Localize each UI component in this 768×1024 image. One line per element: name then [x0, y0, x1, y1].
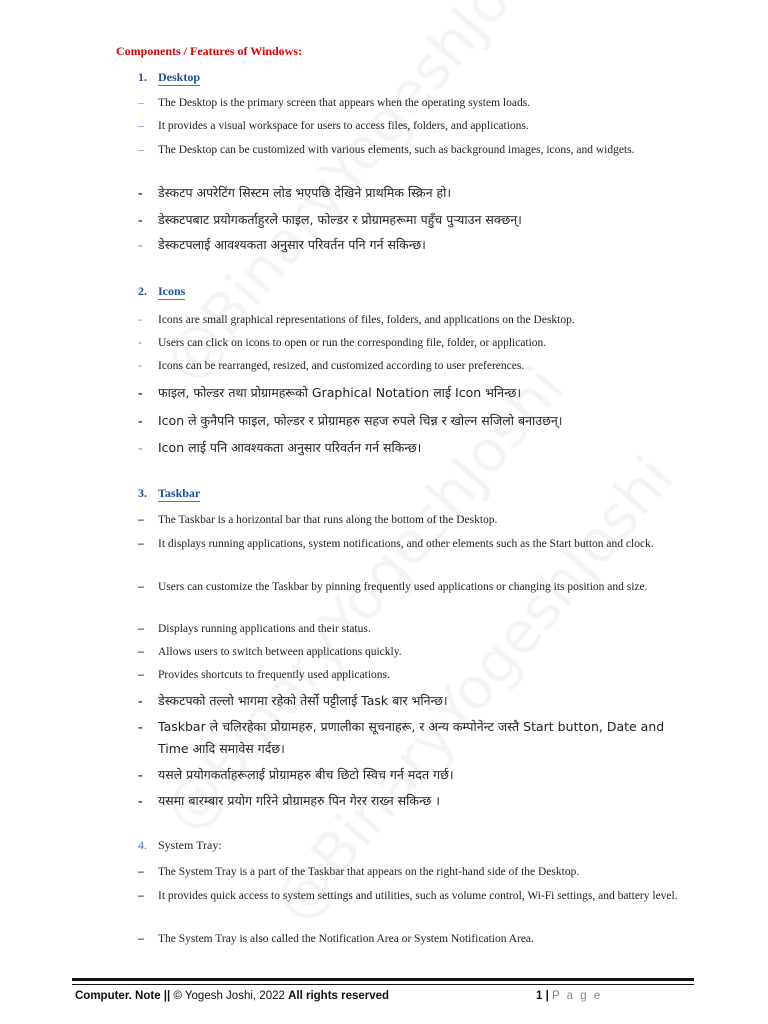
- section-title: Desktop: [158, 70, 201, 84]
- section-title: System Tray:: [158, 838, 222, 852]
- list-item: – It provides a visual workspace for users to access files, folders, and applications.: [138, 120, 529, 132]
- document-title: Components / Features of Windows:: [116, 44, 303, 58]
- list-item: – Users can customize the Taskbar by pinning frequently used applications or changing its position and size.: [138, 581, 648, 593]
- section-number: 3.: [138, 486, 147, 500]
- list-item: - Icon लाई पनि आवश्यकता अनुसार परिवर्तन गर्न सकिन्छ।: [138, 440, 422, 455]
- list-item: - Icon ले कुनैपनि फाइल, फोल्डर र प्रोग्रामहरु सहज रुपले चिन्न र खोल्न सजिलो बनाउछन्।: [138, 413, 563, 428]
- section-title: Taskbar: [158, 486, 201, 500]
- footer-divider-thick: [72, 978, 694, 981]
- list-item: - यसमा बारम्बार प्रयोग गरिने प्रोग्रामहरु पिन गेरर राख्न सकिन्छ ।: [138, 793, 440, 808]
- list-item: – It displays running applications, system notifications, and other elements such as the Start button and clock.: [138, 538, 654, 550]
- list-item: - डेस्कटपको तल्लो भागमा रहेको तेर्सो पट्टीलाई Task बार भनिन्छ।: [138, 693, 448, 708]
- list-item: – The Taskbar is a horizontal bar that runs along the bottom of the Desktop.: [138, 514, 498, 526]
- list-item: – The System Tray is a part of the Taskbar that appears on the right-hand side of the Desktop.: [138, 866, 580, 878]
- footer-note-label: Computer. Note ||: [75, 990, 171, 1002]
- list-item: – The Desktop is the primary screen that appears when the operating system loads.: [138, 97, 531, 109]
- section-number: 2.: [138, 284, 147, 298]
- list-item: - यसले प्रयोगकर्ताहरूलाई प्रोग्रामहरु बीच छिटो स्विच गर्न मदत गर्छ।: [138, 767, 454, 782]
- section-heading-system-tray: [138, 838, 222, 853]
- section-heading-desktop: [138, 70, 200, 85]
- list-item: - डेस्कटपबाट प्रयोगकर्ताहुरले फाइल, फोल्डर र प्रोग्रामहरूमा पहुँच पुर्‍याउन सक्छन्।: [138, 212, 522, 227]
- list-item: – The System Tray is also called the Notification Area or System Notification Area.: [138, 933, 534, 945]
- list-item: – Allows users to switch between applications quickly.: [138, 646, 402, 658]
- footer-rights: All rights reserved: [288, 990, 390, 1002]
- list-item: – It provides quick access to system settings and utilities, such as volume control, Wi-Fi settings, and battery level.: [138, 890, 678, 902]
- page-number: 1 |: [536, 990, 549, 1002]
- page-word: P a g e: [552, 990, 603, 1002]
- section-number: 4.: [138, 838, 147, 852]
- section-heading-icons: [138, 284, 185, 299]
- list-item: - डेस्कटपलाई आवश्यकता अनुसार परिवर्तन पनि गर्न सकिन्छ।: [138, 237, 426, 252]
- list-item: – Provides shortcuts to frequently used applications.: [138, 669, 390, 681]
- list-item: - फाइल, फोल्डर तथा प्रोग्रामहरूको Graphical Notation लाई Icon भनिन्छ।: [138, 385, 522, 400]
- list-item: - Users can click on icons to open or run the corresponding file, folder, or application.: [138, 337, 547, 349]
- list-item: – The Desktop can be customized with various elements, such as background images, icons, and widgets.: [138, 144, 635, 156]
- list-item: - Taskbar ले चलिरहेका प्रोग्रामहरु, प्रणालीका सूचनाहरू, र अन्य कम्पोनेन्ट जस्तै Start button, Date and Time आदि समावेस गर्दछ।: [138, 719, 665, 756]
- section-number: 1.: [138, 70, 147, 84]
- section-title: Icons: [158, 284, 186, 298]
- list-item: - Icons are small graphical representations of files, folders, and applications on the Desktop.: [138, 314, 575, 326]
- footer-divider-thin: [72, 984, 694, 985]
- list-item: - Icons can be rearranged, resized, and customized according to user preferences.: [138, 360, 525, 372]
- section-heading-taskbar: [138, 486, 200, 501]
- footer-page-number: [536, 990, 602, 1002]
- footer-copyright: © Yogesh Joshi, 2022: [173, 990, 285, 1002]
- footer-credit: [75, 990, 389, 1002]
- list-item: - डेस्कटप अपरेटिंग सिस्टम लोड भएपछि देखिने प्राथमिक स्क्रिन हो।: [138, 185, 452, 200]
- list-item: – Displays running applications and their status.: [138, 623, 371, 635]
